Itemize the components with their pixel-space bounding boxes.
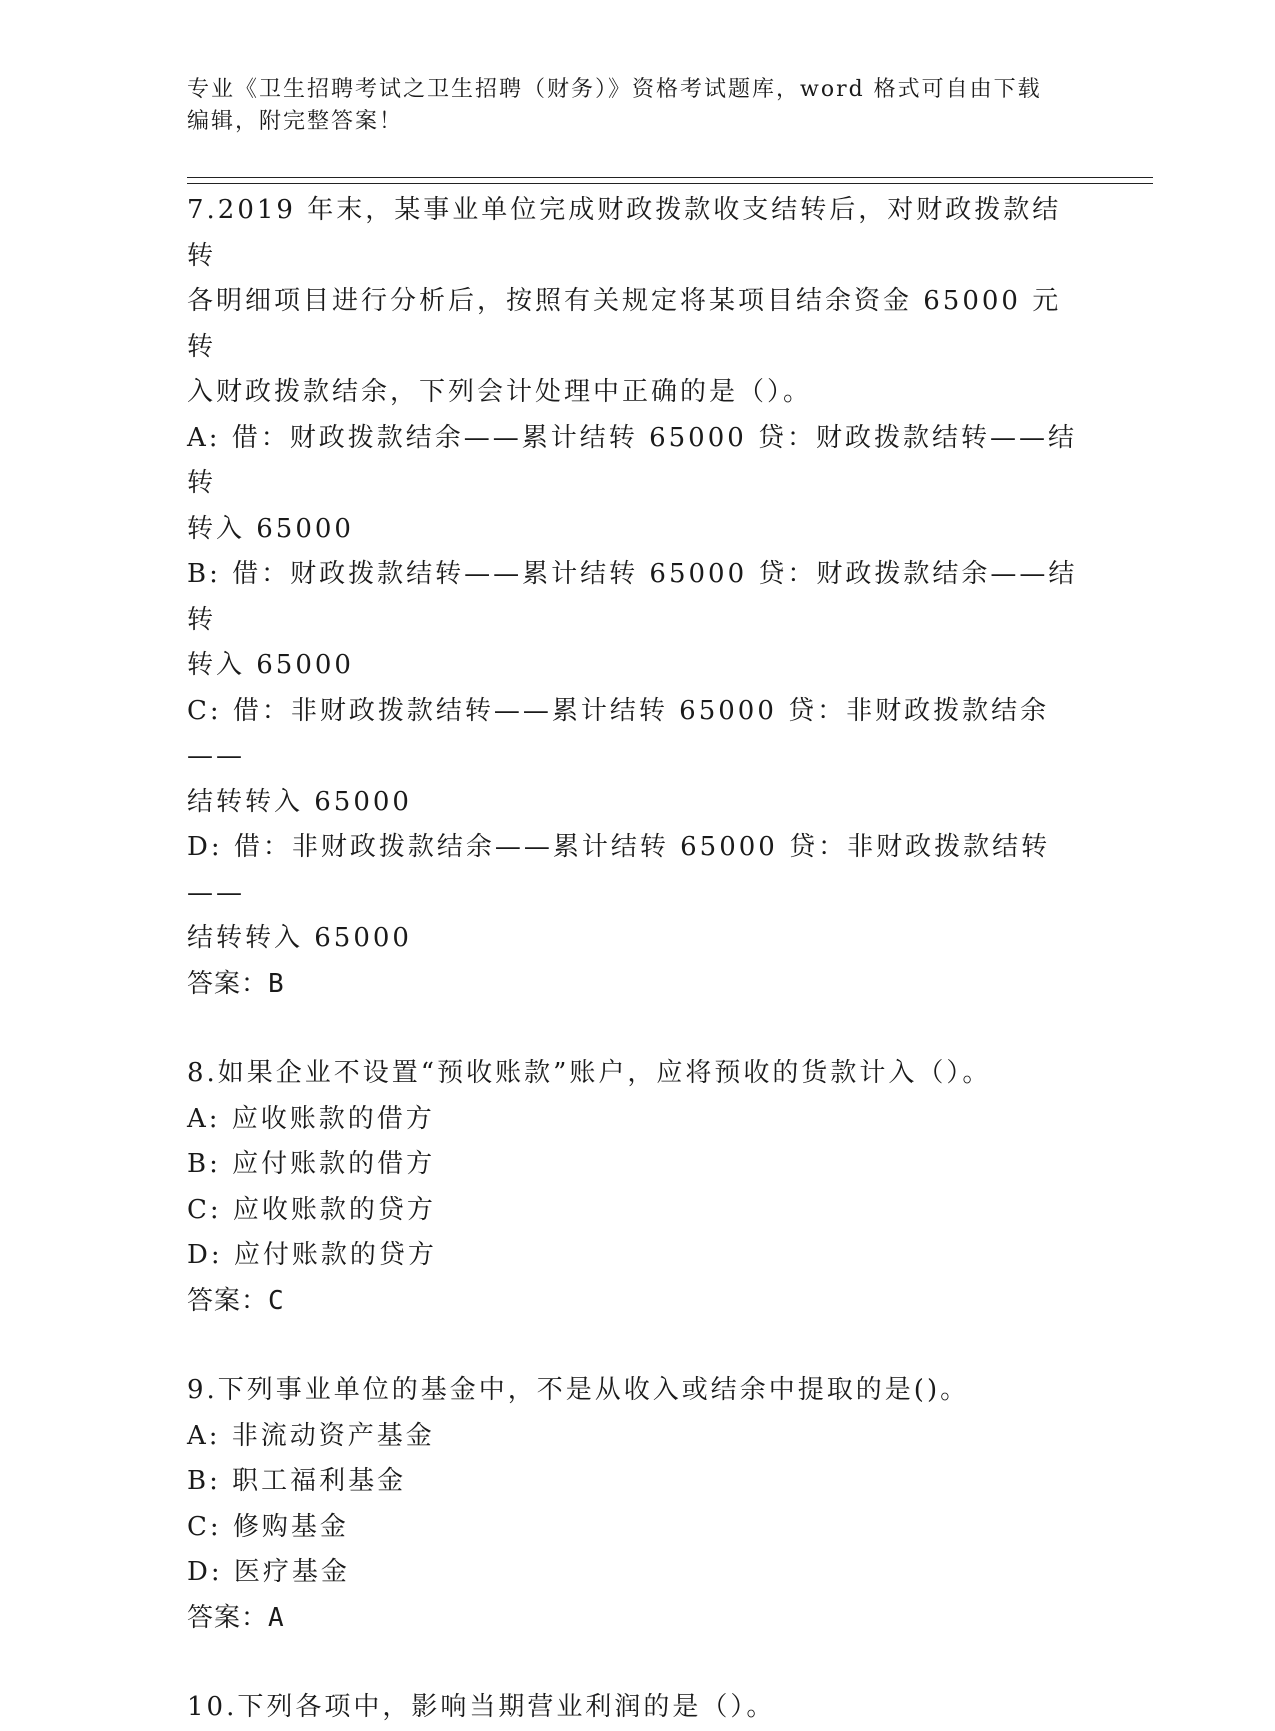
option-b-line: 转入 65000 <box>187 650 354 680</box>
option-a-line: A: 非流动资产基金 <box>187 1420 435 1451</box>
option-c-line: C: 应收账款的贷方 <box>187 1194 436 1225</box>
question-7 <box>187 188 1087 1007</box>
option-b-line: B: 应付账款的借方 <box>187 1149 436 1179</box>
answer-label: 答案：A <box>187 1602 285 1633</box>
question-stem-line: 8.如果企业不设置“预收账款”账户，应将预收的货款计入（）。 <box>187 1058 992 1088</box>
question-stem-line: 入财政拨款结余，下列会计处理中正确的是（）。 <box>187 377 813 407</box>
option-a-line: A: 应收账款的借方 <box>187 1103 435 1134</box>
option-a-line: 转入 65000 <box>187 513 354 544</box>
option-b-line: B: 职工福利基金 <box>187 1466 407 1496</box>
option-c-line: C: 借：非财政拨款结转——累计结转 65000 贷：非财政拨款结余—— <box>187 695 1050 771</box>
header-line-2: 编辑，附完整答案！ <box>187 109 404 134</box>
answer-label: 答案：C <box>187 1285 285 1316</box>
question-stem-line: 7.2019 年末，某事业单位完成财政拨款收支结转后，对财政拨款结转 <box>187 195 1062 271</box>
question-stem-line: 各明细项目进行分析后，按照有关规定将某项目结余资金 65000 元转 <box>187 286 1062 362</box>
question-list <box>187 188 1087 1731</box>
question-stem-line: 9.下列事业单位的基金中，不是从收入或结余中提取的是()。 <box>187 1375 970 1405</box>
header-divider-bottom <box>187 183 1153 184</box>
option-d-line: D: 医疗基金 <box>187 1557 350 1587</box>
option-a-line: A: 借：财政拨款结余——累计结转 65000 贷：财政拨款结转——结转 <box>187 422 1078 498</box>
option-c-line: 结转转入 65000 <box>187 786 412 817</box>
spacer <box>187 1641 1087 1685</box>
spacer <box>187 1007 1087 1051</box>
option-d-line: D: 应付账款的贷方 <box>187 1240 437 1270</box>
spacer <box>187 1324 1087 1368</box>
option-b-line: B: 借：财政拨款结转——累计结转 65000 贷：财政拨款结余——结转 <box>187 559 1078 635</box>
option-d-line: 结转转入 65000 <box>187 923 412 953</box>
document-header <box>187 74 1067 138</box>
option-d-line: D: 借：非财政拨款结余——累计结转 65000 贷：非财政拨款结转—— <box>187 832 1051 908</box>
header-divider-top <box>187 177 1153 178</box>
question-stem-line: 10.下列各项中，影响当期营业利润的是（）。 <box>187 1692 776 1722</box>
question-9 <box>187 1368 1087 1641</box>
question-8 <box>187 1051 1087 1324</box>
question-10 <box>187 1685 1087 1731</box>
option-c-line: C: 修购基金 <box>187 1511 349 1542</box>
header-line-1: 专业《卫生招聘考试之卫生招聘（财务）》资格考试题库，word 格式可自由下载 <box>187 77 1042 102</box>
answer-label: 答案：B <box>187 968 285 999</box>
